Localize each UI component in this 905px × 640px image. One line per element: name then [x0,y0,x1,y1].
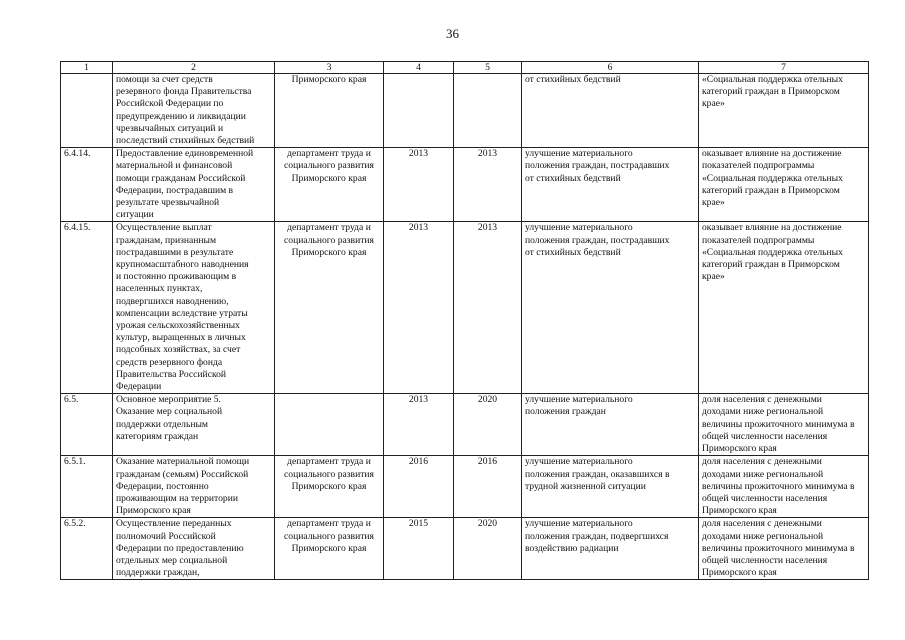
cell-line: 6.5.2. [64,518,86,530]
cell-line: 2016 [477,456,498,468]
column-header-7: 7 [699,62,869,74]
cell-line: Приморского края [116,505,191,517]
cell-line: Федерации по предоставлению [116,542,244,554]
cell-line: 6.5.1. [64,456,86,468]
measures-table [60,61,869,580]
table-row [61,456,869,518]
cell-executor [275,394,384,456]
cell-line: от стихийных бедствий [525,74,621,85]
cell-line: 2015 [408,518,429,530]
cell-end [454,518,522,580]
cell-num [61,74,113,148]
cell-end [454,148,522,222]
cell-start [384,222,454,394]
cell-line: культур, выращенных в личных [116,332,246,344]
cell-line: Приморского края [291,246,367,258]
cell-result [522,394,699,456]
cell-name [113,148,275,222]
cell-line: показателей подпрограммы [702,234,815,246]
cell-line: доля населения с денежными [702,518,822,530]
cell-line: отдельных мер социальной [116,554,228,566]
cell-indicator [699,74,869,148]
cell-line: Оказание мер социальной [116,406,223,418]
cell-line: категориям граждан [116,430,199,442]
cell-end [454,222,522,394]
cell-line: Осуществление переданных [116,518,232,530]
cell-line: Приморского края [702,567,777,579]
cell-line: крае» [702,271,725,283]
cell-line: Осуществление выплат [116,222,212,234]
cell-line: социального развития [284,530,374,542]
cell-line: проживающим на территории [116,492,238,504]
cell-line: улучшение материального [525,148,633,160]
cell-line: общей численности населения [702,492,828,504]
cell-line: крае» [702,197,725,209]
cell-indicator [699,456,869,518]
cell-line: общей численности населения [702,430,828,442]
cell-line: величины прожиточного минимума в [702,480,855,492]
cell-line: помощи за счет средств [116,74,213,85]
cell-line: социального развития [284,234,374,246]
cell-line: 2020 [477,394,498,406]
cell-line: департамент труда и [287,148,371,160]
cell-result [522,222,699,394]
cell-line: Основное мероприятие 5. [116,394,221,406]
cell-line: 2013 [408,222,429,234]
cell-line: 6.4.15. [64,222,91,234]
cell-line: Правительства Российской [116,368,227,380]
cell-line: предупреждению и ликвидации [116,110,246,122]
cell-line: положения граждан, пострадавших [525,234,670,246]
cell-line: «Социальная поддержка отельных [702,74,843,85]
cell-start [384,394,454,456]
cell-line: Федерации, постоянно [116,480,209,492]
table-row [61,74,869,148]
cell-line: 2020 [477,518,498,530]
cell-result [522,456,699,518]
cell-line: подсобных хозяйствах, за счет [116,344,241,356]
cell-line: категорий граждан в Приморском [702,86,840,98]
cell-line: положения граждан [525,406,606,418]
cell-line: урожая сельскохозяйственных [116,320,240,332]
cell-line: Федерации, пострадавшим в [116,184,234,196]
cell-line: пострадавшими в результате [116,246,234,258]
cell-line: от стихийных бедствий [525,246,621,258]
cell-line: 2013 [408,394,429,406]
cell-num [61,518,113,580]
cell-num [61,148,113,222]
cell-start [384,148,454,222]
cell-line: департамент труда и [287,222,371,234]
cell-line: положения граждан, оказавшихся в [525,468,670,480]
cell-line: последствий стихийных бедствий [116,135,255,147]
cell-executor [275,148,384,222]
cell-start [384,74,454,148]
cell-line: чрезвычайных ситуаций и [116,122,224,134]
cell-line: и постоянно проживающим в [116,271,237,283]
cell-executor [275,456,384,518]
cell-executor [275,74,384,148]
cell-indicator [699,394,869,456]
cell-indicator [699,222,869,394]
cell-line: оказывает влияние на достижение [702,222,842,234]
cell-line: гражданам (семьям) Российской [116,468,249,480]
cell-line: улучшение материального [525,456,633,468]
cell-executor [275,518,384,580]
cell-line: улучшение материального [525,222,633,234]
cell-line: населенных пунктах, [116,283,203,295]
table-row [61,148,869,222]
cell-line: величины прожиточного минимума в [702,542,855,554]
cell-start [384,518,454,580]
cell-line: Приморского края [291,542,367,554]
cell-indicator [699,148,869,222]
cell-line: департамент труда и [287,518,371,530]
column-header-4: 4 [384,62,454,74]
cell-line: резервного фонда Правительства [116,86,252,98]
table-row [61,222,869,394]
column-header-6: 6 [522,62,699,74]
cell-line: Российской Федерации по [116,98,224,110]
cell-line: 2013 [477,148,498,160]
cell-line: полномочий Российской [116,530,216,542]
cell-line: общей численности населения [702,554,828,566]
cell-line: подвергшихся наводнению, [116,295,229,307]
cell-line: ситуации [116,209,154,221]
cell-line: доходами ниже региональной [702,406,824,418]
cell-line: социального развития [284,468,374,480]
cell-line: Приморского края [291,480,367,492]
cell-end [454,456,522,518]
cell-end [454,394,522,456]
cell-line: департамент труда и [287,456,371,468]
cell-line: компенсации вследствие утраты [116,307,248,319]
cell-line: Приморского края [702,505,777,517]
cell-line: величины прожиточного минимума в [702,418,855,430]
cell-line: улучшение материального [525,518,633,530]
column-header-2: 2 [113,62,275,74]
cell-name [113,222,275,394]
cell-line: материальной и финансовой [116,160,233,172]
cell-line: Федерации [116,381,162,393]
cell-line: 2013 [477,222,498,234]
table-body [61,74,869,580]
cell-line: помощи гражданам Российской [116,172,246,184]
cell-line: улучшение материального [525,394,633,406]
cell-name [113,74,275,148]
cell-start [384,456,454,518]
cell-line: категорий граждан в Приморском [702,259,840,271]
table-row [61,518,869,580]
cell-line: поддержки отдельным [116,418,208,430]
cell-line: крае» [702,98,725,110]
cell-name [113,456,275,518]
cell-line: категорий граждан в Приморском [702,184,840,196]
cell-executor [275,222,384,394]
cell-line: положения граждан, пострадавших [525,160,670,172]
column-header-3: 3 [275,62,384,74]
cell-line: доля населения с денежными [702,456,822,468]
cell-line: результате чрезвычайной [116,197,220,209]
cell-line: воздействию радиации [525,542,619,554]
cell-result [522,74,699,148]
cell-line: 2013 [408,148,429,160]
column-header-5: 5 [454,62,522,74]
cell-indicator [699,518,869,580]
cell-line: трудной жизненной ситуации [525,480,646,492]
cell-line: социального развития [284,160,374,172]
cell-line: гражданам, признанным [116,234,217,246]
cell-num [61,222,113,394]
cell-line: от стихийных бедствий [525,172,621,184]
cell-end [454,74,522,148]
cell-line: «Социальная поддержка отельных [702,246,843,258]
cell-name [113,518,275,580]
cell-name [113,394,275,456]
cell-line: показателей подпрограммы [702,160,815,172]
cell-line: Предоставление единовременной [116,148,254,160]
cell-line: доля населения с денежными [702,394,822,406]
cell-line: поддержки граждан, [116,567,200,579]
header-row [61,62,869,74]
cell-result [522,148,699,222]
cell-line: 6.4.14. [64,148,91,160]
cell-line: Приморского края [291,74,367,85]
cell-line: доходами ниже региональной [702,468,824,480]
cell-line: 2016 [408,456,429,468]
cell-line: крупномасштабного наводнения [116,259,249,271]
page-number: 36 [446,26,459,41]
cell-line: доходами ниже региональной [702,530,824,542]
cell-line: средств резервного фонда [116,356,223,368]
cell-line: 6.5. [64,394,79,406]
cell-line: Приморского края [702,443,777,455]
cell-line: Оказание материальной помощи [116,456,250,468]
cell-num [61,394,113,456]
cell-result [522,518,699,580]
cell-num [61,456,113,518]
cell-line: положения граждан, подвергшихся [525,530,669,542]
column-header-1: 1 [61,62,113,74]
cell-line: «Социальная поддержка отельных [702,172,843,184]
cell-line: Приморского края [291,172,367,184]
table-row [61,394,869,456]
cell-line: оказывает влияние на достижение [702,148,842,160]
